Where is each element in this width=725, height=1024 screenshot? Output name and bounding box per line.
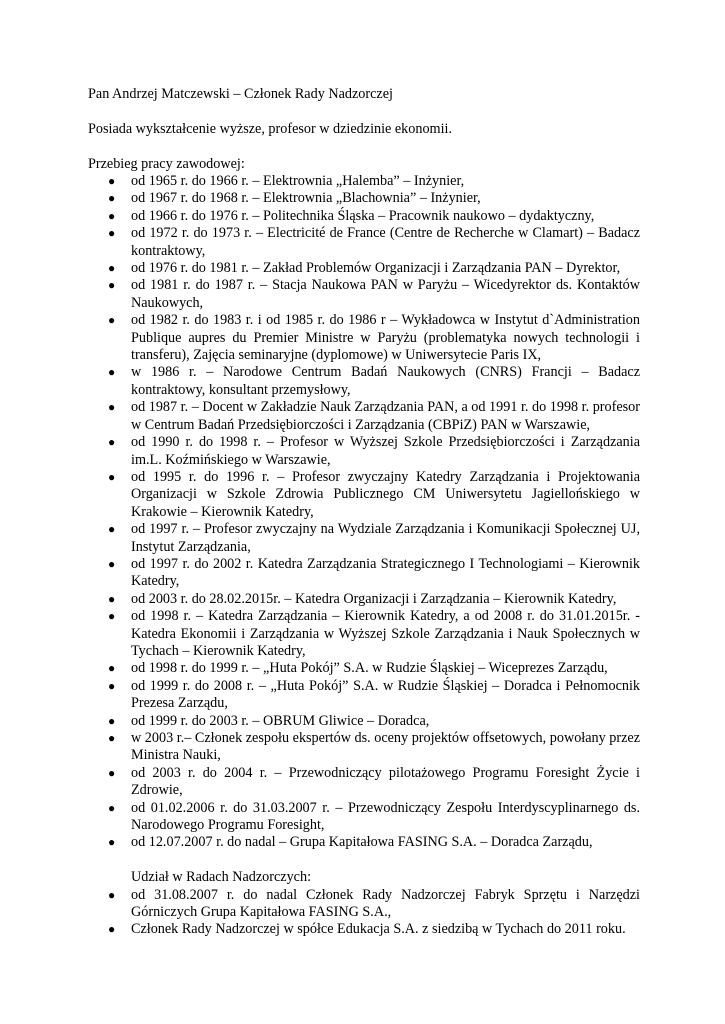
career-item: ● w 1986 r. – Narodowe Centrum Badań Naukowych (CNRS) Francji – Badacz kontraktowy, konsultant przemysłowy, (108, 364, 640, 398)
career-item: ● od 1976 r. do 1981 r. – Zakład Problemów Organizacji i Zarządzania PAN – Dyrektor, (108, 260, 621, 277)
career-item: ● od 1990 r. do 1998 r. – Profesor w Wyższej Szkole Przedsiębiorczości i Zarządzania im.L. Koźmińskiego w Warszawie, (108, 434, 640, 468)
career-item: ● od 1972 r. do 1973 r. – Electricité de France (Centre de Recherche w Clamart) – Badacz kontraktowy, (108, 225, 640, 259)
spacer (88, 138, 640, 155)
career-item: ● w 2003 r.– Członek zespołu ekspertów ds. oceny projektów offsetowych, powołany przez Ministra Nauki, (108, 730, 640, 764)
bullet-icon: ● (108, 174, 116, 188)
career-item: ● od 2003 r. do 2004 r. – Przewodniczący pilotażowego Programu Foresight Życie i Zdrowie, (108, 764, 640, 799)
career-item: ● od 1965 r. do 1966 r. – Elektrownia „Halemba” – Inżynier, (108, 173, 465, 189)
bullet-icon: ● (108, 365, 116, 380)
career-item: ● od 1966 r. do 1976 r. – Politechnika Śląska – Pracownik naukowo – dydaktyczny, (108, 207, 595, 224)
career-item: ● od 1998 r. do 1999 r. – „Huta Pokój” S.A. w Rudzie Śląskiej – Wiceprezes Zarządu, (108, 660, 608, 677)
bullet-icon: ● (108, 435, 116, 450)
bullet-icon: ● (108, 400, 116, 415)
career-item: ● od 1999 r. do 2003 r. – OBRUM Gliwice – Doradca, (108, 712, 430, 729)
career-item: ● od 1997 r. – Profesor zwyczajny na Wydziale Zarządzania i Komunikacji Społecznej UJ, Instytut Zarządzania, (108, 521, 640, 555)
career-item: ● od 1982 r. do 1983 r. i od 1985 r. do 1986 r – Wykładowca w Instytut d`Administration Publique aupres du Premier Ministre w Paryżu (problematyka nowych technologii i transferu), Zajęcia seminaryjne (dyplomowe) w Uniwersytecie Paris IX, (108, 312, 640, 364)
spacer (88, 103, 640, 120)
bullet-icon: ● (108, 208, 116, 223)
career-item: ● od 1997 r. do 2002 r. Katedra Zarządzania Strategicznego I Technologiami – Kierownik Katedry, (108, 555, 640, 590)
career-label: Przebieg pracy zawodowej: (88, 155, 245, 172)
board-item: ● od 31.08.2007 r. do nadal Członek Rady Nadzorczej Fabryk Sprzętu i Narzędzi Górniczych Grupa Kapitałowa FASING S.A., (108, 886, 640, 921)
bullet-icon: ● (108, 522, 116, 537)
career-item: ● od 2003 r. do 28.02.2015r. – Katedra Organizacji i Zarządzania – Kierownik Katedry, (108, 590, 617, 607)
career-item: ● od 1999 r. do 2008 r. – „Huta Pokój” S.A. w Rudzie Śląskiej – Doradca i Pełnomocnik Prezesa Zarządu, (108, 677, 640, 712)
document-page (88, 86, 640, 939)
bullet-icon: ● (108, 226, 116, 241)
boards-label: Udział w Radach Nadzorczych: (131, 869, 312, 886)
bullet-icon: ● (108, 800, 116, 815)
bullet-icon: ● (108, 922, 116, 937)
career-item: ● od 1987 r. – Docent w Zakładzie Nauk Zarządzania PAN, a od 1991 r. do 1998 r. profesor w Centrum Badań Przedsiębiorczości i Zarządzania (CBPiZ) PAN w Warszawie, (108, 399, 640, 433)
bullet-icon: ● (108, 713, 116, 728)
bullet-icon: ● (108, 661, 116, 676)
bullet-icon: ● (108, 261, 116, 276)
bullet-icon: ● (108, 278, 116, 293)
career-item: ● od 1995 r. do 1996 r. – Profesor zwyczajny Katedry Zarządzania i Projektowania Organizacji w Szkole Zdrowia Publicznego CM Uniwersytetu Jagiellońskiego w Krakowie – Kierownik Katedry, (108, 468, 640, 520)
bullet-icon: ● (108, 313, 116, 328)
bullet-icon: ● (108, 887, 116, 902)
spacer (88, 852, 640, 869)
education-text: Posiada wykształcenie wyższe, profesor w dziedzinie ekonomii. (88, 120, 453, 137)
bullet-icon: ● (108, 191, 116, 206)
career-item: ● od 1981 r. do 1987 r. – Stacja Naukowa PAN w Paryżu – Wicedyrektor ds. Kontaktów Naukowych, (108, 277, 640, 311)
career-list (88, 173, 640, 852)
bullet-icon: ● (108, 591, 116, 606)
bullet-icon: ● (108, 765, 116, 780)
bullet-icon: ● (108, 556, 116, 571)
bullet-icon: ● (108, 469, 116, 484)
career-item: ● od 01.02.2006 r. do 31.03.2007 r. – Przewodniczący Zespołu Interdyscyplinarnego ds. Narodowego Programu Foresight, (108, 799, 640, 834)
bullet-icon: ● (108, 731, 116, 745)
career-item: ● od 1967 r. do 1968 r. – Elektrownia „Blachownia” – Inżynier, (108, 190, 481, 207)
boards-list (88, 887, 640, 939)
bullet-icon: ● (108, 609, 116, 624)
document-heading: Pan Andrzej Matczewski – Członek Rady Nadzorczej (88, 86, 393, 102)
career-item: ● od 1998 r. – Katedra Zarządzania – Kierownik Katedry, a od 2008 r. do 31.01.2015r. - Katedra Ekonomii i Zarządzania w Wyższej Szkole Zarządzania i Nauk Społecznych w Tychach – Kierownik Katedry, (108, 608, 640, 659)
bullet-icon: ● (108, 835, 116, 850)
career-item: ● od 12.07.2007 r. do nadal – Grupa Kapitałowa FASING S.A. – Doradca Zarządu, (108, 834, 593, 851)
board-item: ● Członek Rady Nadzorczej w spółce Edukacja S.A. z siedzibą w Tychach do 2011 roku. (108, 921, 626, 938)
bullet-icon: ● (108, 678, 116, 693)
